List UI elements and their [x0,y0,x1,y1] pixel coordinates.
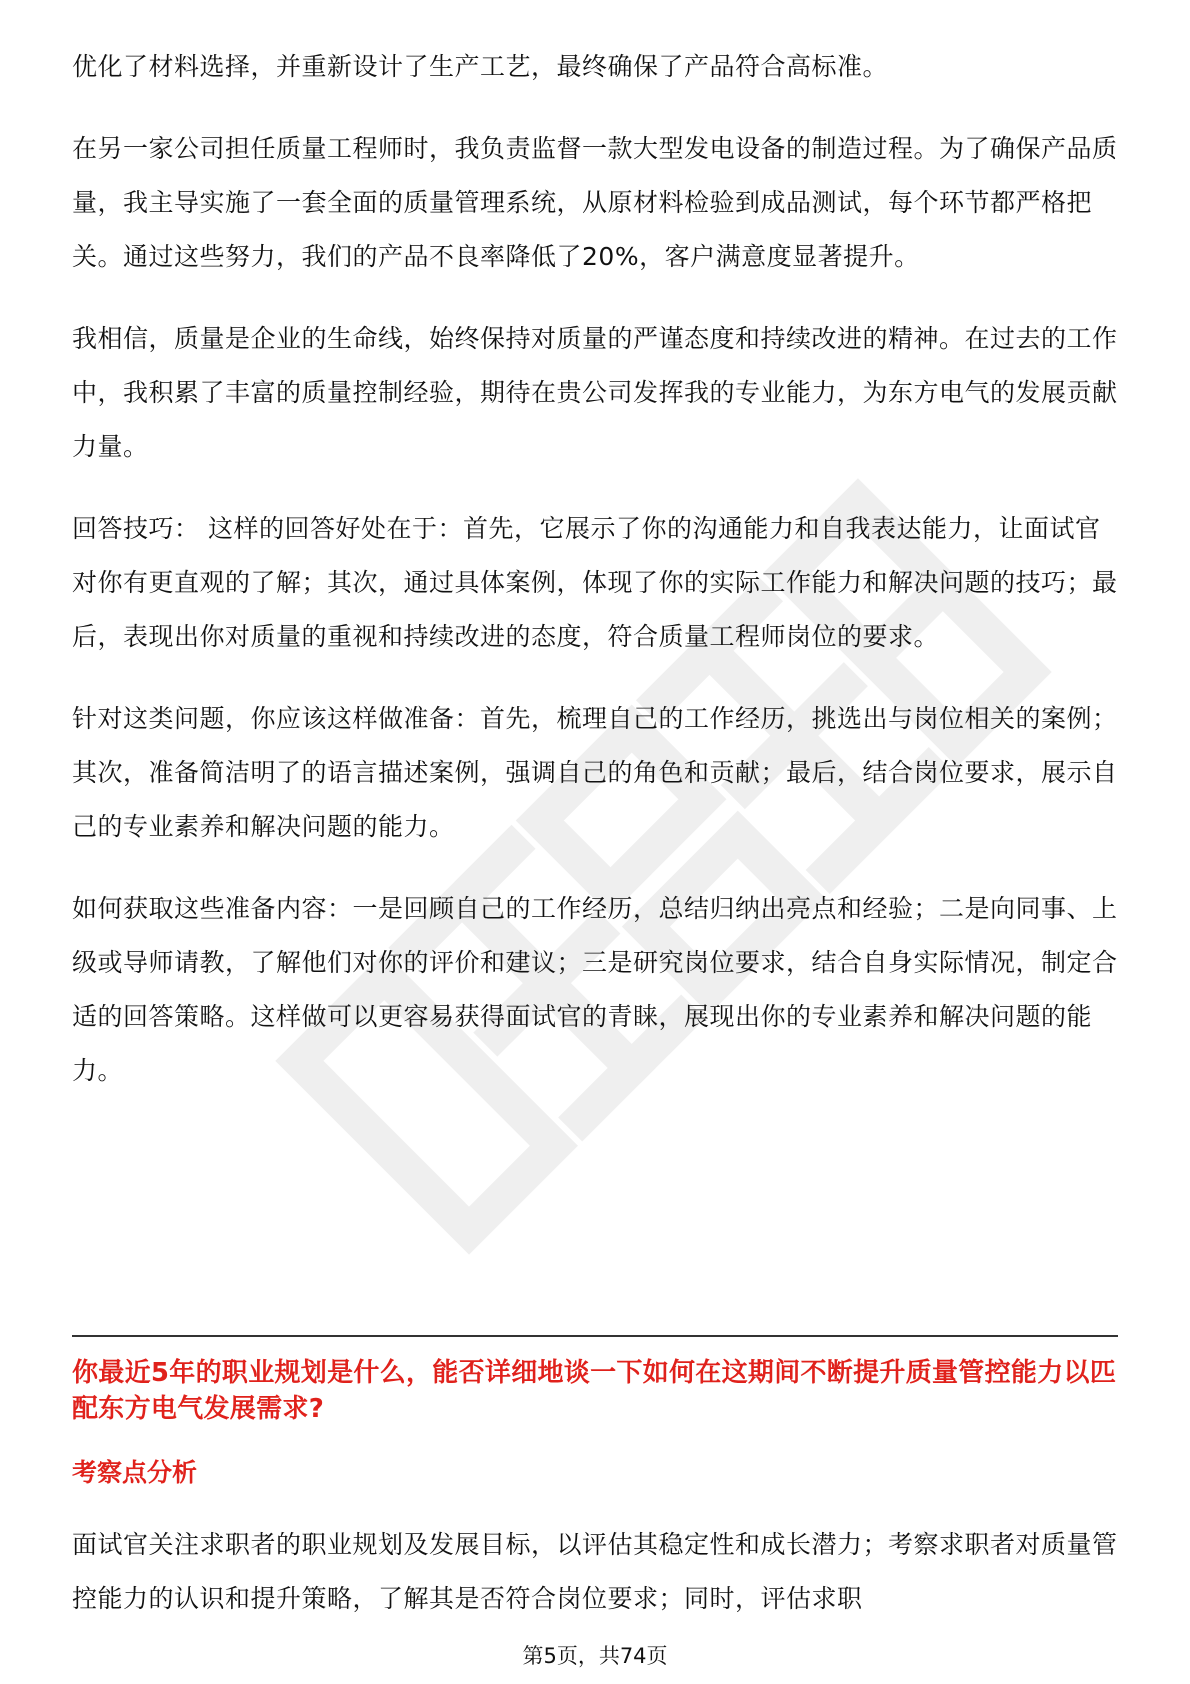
section-divider [72,1335,1118,1337]
paragraph-answer-tips: 回答技巧： 这样的回答好处在于：首先，它展示了你的沟通能力和自我表达能力，让面试官对你有更直观的了解；其次，通过具体案例，体现了你的实际工作能力和解决问题的技巧；最后，表现出你对质量的重视和持续改进的态度，符合质量工程师岗位的要求。 [72,514,1118,651]
analysis-body: 面试官关注求职者的职业规划及发展目标，以评估其稳定性和成长潜力；考察求职者对质量管控能力的认识和提升策略，了解其是否符合岗位要求；同时，评估求职 [72,1530,1118,1613]
interview-question: 你最近5年的职业规划是什么，能否详细地谈一下如何在这期间不断提升质量管控能力以匹配东方电气发展需求? [72,1358,1117,1424]
paragraph-1: 优化了材料选择，并重新设计了生产工艺，最终确保了产品符合高标准。 [72,52,889,81]
page-number-footer: 第5页，共74页 [522,1644,668,1668]
paragraph-how-to-obtain: 如何获取这些准备内容：一是回顾自己的工作经历，总结归纳出亮点和经验；二是向同事、上级或导师请教，了解他们对你的评价和建议；三是研究岗位要求，结合自身实际情况，制定合适的回答策略。这样做可以更容易获得面试官的青睐，展现出你的专业素养和解决问题的能力。 [72,894,1118,1085]
paragraph-2: 在另一家公司担任质量工程师时，我负责监督一款大型发电设备的制造过程。为了确保产品质量，我主导实施了一套全面的质量管理系统，从原材料检验到成品测试，每个环节都严格把关。通过这些努力，我们的产品不良率降低了20%，客户满意度显著提升。 [72,134,1118,271]
body-content [72,40,1118,1126]
paragraph-3: 我相信，质量是企业的生命线，始终保持对质量的严谨态度和持续改进的精神。在过去的工作中，我积累了丰富的质量控制经验，期待在贵公司发挥我的专业能力，为东方电气的发展贡献力量。 [72,324,1118,461]
paragraph-preparation: 针对这类问题，你应该这样做准备：首先，梳理自己的工作经历，挑选出与岗位相关的案例；其次，准备简洁明了的语言描述案例，强调自己的角色和贡献；最后，结合岗位要求，展示自己的专业素养和解决问题的能力。 [72,704,1118,841]
analysis-heading: 考察点分析 [72,1458,198,1487]
